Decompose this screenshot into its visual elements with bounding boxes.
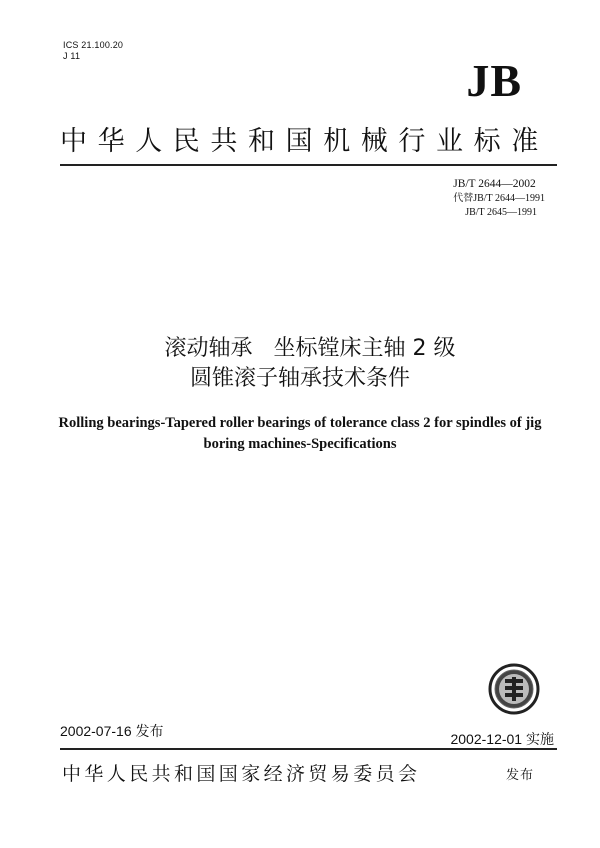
industry-standard-heading: 中华人民共和国机械行业标准 xyxy=(60,126,549,157)
replaces-standard-2: JB/T 2645—1991 xyxy=(465,207,537,218)
jb-logo: JB xyxy=(466,55,522,106)
english-title: Rolling bearings-Tapered roller bearings of tolerance class 2 for spindles of jig boring machines-Specifications xyxy=(58,415,542,452)
issue-date: 2002-07-16 发布 xyxy=(60,723,164,739)
replaces-standard-1: 代替JB/T 2644—1991 xyxy=(453,193,545,204)
classification-codes xyxy=(63,40,123,62)
top-divider xyxy=(60,164,557,166)
ics-code: ICS 21.100.20 xyxy=(63,40,124,50)
document-title xyxy=(0,334,600,394)
title-line-1: 滚动轴承 坐标镗床主轴 2 级 xyxy=(164,336,456,361)
standard-number: JB/T 2644—2002 xyxy=(453,178,536,190)
publisher-name: 中华人民共和国国家经济贸易委员会 xyxy=(62,763,421,785)
official-seal-icon xyxy=(488,663,540,715)
title-line-2: 圆锥滚子轴承技术条件 xyxy=(189,366,410,391)
bottom-divider xyxy=(60,748,557,750)
publish-action: 发布 xyxy=(506,768,535,783)
ccs-code: J 11 xyxy=(63,51,81,61)
implementation-date: 2002-12-01 实施 xyxy=(450,731,554,747)
standard-number-block xyxy=(453,176,545,220)
